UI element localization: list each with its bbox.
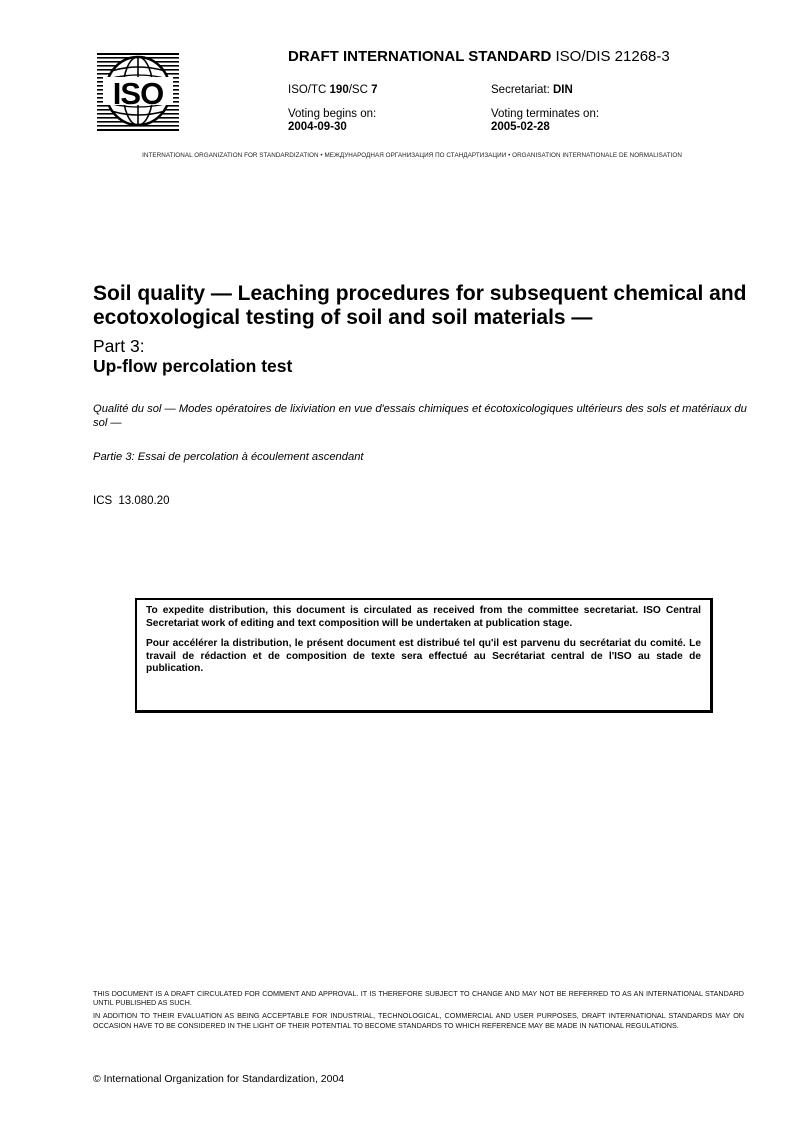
notice-english: To expedite distribution, this document is circulated as received from the committee secretariat. ISO Central Secretariat work of editing and text composition will be undertaken at publication stage. <box>146 605 701 629</box>
part-label: Part 3: <box>93 336 145 356</box>
secretariat <box>491 84 573 97</box>
document-type: DRAFT INTERNATIONAL STANDARD <box>288 48 552 65</box>
committee-mid: /SC <box>348 84 372 96</box>
svg-text:ISO: ISO <box>112 76 164 111</box>
document-heading <box>288 48 670 65</box>
voting-terminates-date: 2005-02-28 <box>491 121 550 133</box>
committee <box>288 84 378 97</box>
committee-tc: 190 <box>329 84 349 96</box>
part-title: Up-flow percolation test <box>93 356 293 376</box>
disclaimer-1: THIS DOCUMENT IS A DRAFT CIRCULATED FOR COMMENT AND APPROVAL. IT IS THEREFORE SUBJECT TO CHANGE AND MAY NOT BE REFERRED TO AS AN INTERNATIONAL STANDARD UNTIL PUBLISHED AS SUCH. <box>93 989 744 1008</box>
secretariat-label: Secretariat: <box>491 84 553 96</box>
disclaimer-2: IN ADDITION TO THEIR EVALUATION AS BEING ACCEPTABLE FOR INDUSTRIAL, TECHNOLOGICAL, COMMERCIAL AND USER PURPOSES, DRAFT INTERNATIONAL STANDARDS MAY ON OCCASION HAVE TO BE CONSIDERED IN THE LIGHT OF THEIR POTENTIAL TO BECOME STANDARDS TO WHICH REFERENCE MAY BE MADE IN NATIONAL REGULATIONS. <box>93 1011 744 1030</box>
distribution-notice-box <box>135 598 713 713</box>
document-title: Soil quality — Leaching procedures for subsequent chemical and ecotoxological testing of soil and soil materials — <box>93 282 747 329</box>
ics-code: ICS 13.080.20 <box>93 495 170 507</box>
organization-line: INTERNATIONAL ORGANIZATION FOR STANDARDIZATION • МЕЖДУНАРОДНАЯ ОРГАНИЗАЦИЯ ПО СТАНДАРТИЗАЦИИ • ORGANISATION INTERNATIONALE DE NORMALISATION <box>142 152 682 159</box>
french-part-title: Partie 3: Essai de percolation à écoulement ascendant <box>93 451 364 463</box>
voting-terminates-label: Voting terminates on: <box>491 108 600 120</box>
voting-begins <box>288 108 376 134</box>
voting-terminates <box>491 108 599 134</box>
french-title: Qualité du sol — Modes opératoires de lixiviation en vue d'essais chimiques et écotoxicologiques ultérieurs des sols et matériaux du sol — <box>93 403 747 429</box>
copyright: © International Organization for Standardization, 2004 <box>93 1073 345 1085</box>
voting-begins-label: Voting begins on: <box>288 108 377 120</box>
draft-disclaimer <box>93 989 744 1034</box>
document-number: ISO/DIS 21268-3 <box>555 48 670 65</box>
secretariat-value: DIN <box>553 84 573 96</box>
iso-logo-icon <box>97 53 179 131</box>
committee-prefix: ISO/TC <box>288 84 330 96</box>
committee-sc: 7 <box>371 84 378 96</box>
notice-french: Pour accélérer la distribution, le présent document est distribué tel qu'il est parvenu du secrétariat du comité. Le travail de rédaction et de composition de texte sera effectué au Secrétariat central de l'ISO au stade de publication. <box>146 638 701 675</box>
voting-begins-date: 2004-09-30 <box>288 121 347 133</box>
